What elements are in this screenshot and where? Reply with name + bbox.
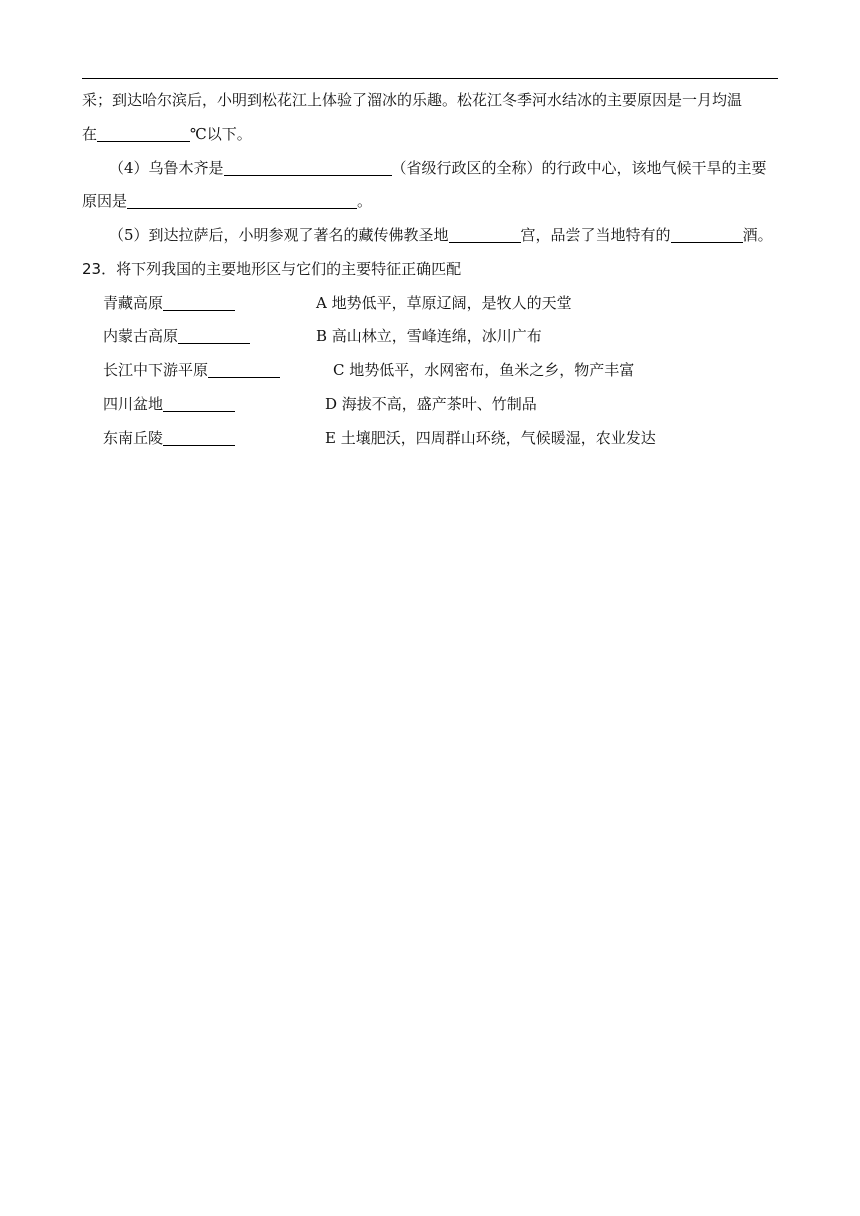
item4-text-2a: 原因是 [82, 192, 128, 210]
continuation-text-2a: 在 [82, 125, 98, 143]
region-label: 内蒙古高原 [103, 327, 179, 345]
item5-text-a: （5）到达拉萨后，小明参观了著名的藏传佛教圣地 [109, 226, 449, 244]
answer-blank-region-1[interactable] [163, 294, 235, 311]
question-number: 23． [82, 260, 117, 278]
continuation-line-2 [82, 124, 252, 144]
item4-text-1b: （省级行政区的全称）的行政中心，该地气候干旱的主要 [391, 159, 767, 177]
feature-option-b: B 高山林立，雪峰连绵，冰川广布 [316, 327, 542, 345]
answer-blank-region-5[interactable] [163, 429, 235, 446]
continuation-text-2b: ℃以下。 [190, 125, 252, 143]
region-row-4 [103, 394, 235, 414]
region-row-3 [103, 360, 280, 380]
answer-blank-wine[interactable] [671, 226, 743, 243]
answer-blank-palace[interactable] [449, 226, 521, 243]
region-row-5 [103, 428, 235, 448]
question-23 [82, 259, 461, 279]
answer-blank-reason[interactable] [127, 192, 357, 209]
continuation-text-1: 采；到达哈尔滨后，小明到松花江上体验了溜冰的乐趣。松花江冬季河水结冰的主要原因是一月均温 [82, 91, 743, 109]
region-label: 青藏高原 [103, 294, 164, 312]
answer-blank-province[interactable] [224, 159, 392, 176]
feature-option-a: A 地势低平，草原辽阔，是牧人的天堂 [316, 294, 572, 312]
region-label: 东南丘陵 [103, 429, 164, 447]
region-row-2 [103, 326, 250, 346]
continuation-line-1 [82, 90, 742, 110]
item4-line-2 [82, 191, 372, 211]
header-rule [82, 78, 778, 79]
feature-option-e: E 土壤肥沃，四周群山环绕，气候暖湿，农业发达 [325, 429, 656, 447]
item4-text-2b: 。 [357, 192, 373, 210]
feature-option-c: C 地势低平，水网密布，鱼米之乡，物产丰富 [333, 361, 635, 379]
item5-text-c: 酒。 [742, 226, 773, 244]
item5-text-b: 宫，品尝了当地特有的 [520, 226, 671, 244]
answer-blank-region-2[interactable] [178, 327, 250, 344]
answer-blank-temperature[interactable] [97, 125, 190, 142]
region-label: 四川盆地 [103, 395, 164, 413]
feature-option-d: D 海拔不高，盛产茶叶、竹制品 [325, 395, 537, 413]
region-row-1 [103, 293, 235, 313]
answer-blank-region-4[interactable] [163, 395, 235, 412]
item4-line-1 [109, 158, 767, 178]
answer-blank-region-3[interactable] [208, 361, 280, 378]
item5-line [109, 225, 773, 245]
item4-text-1a: （4）乌鲁木齐是 [109, 159, 224, 177]
question-prompt: 将下列我国的主要地形区与它们的主要特征正确匹配 [116, 260, 462, 278]
region-label: 长江中下游平原 [103, 361, 209, 379]
